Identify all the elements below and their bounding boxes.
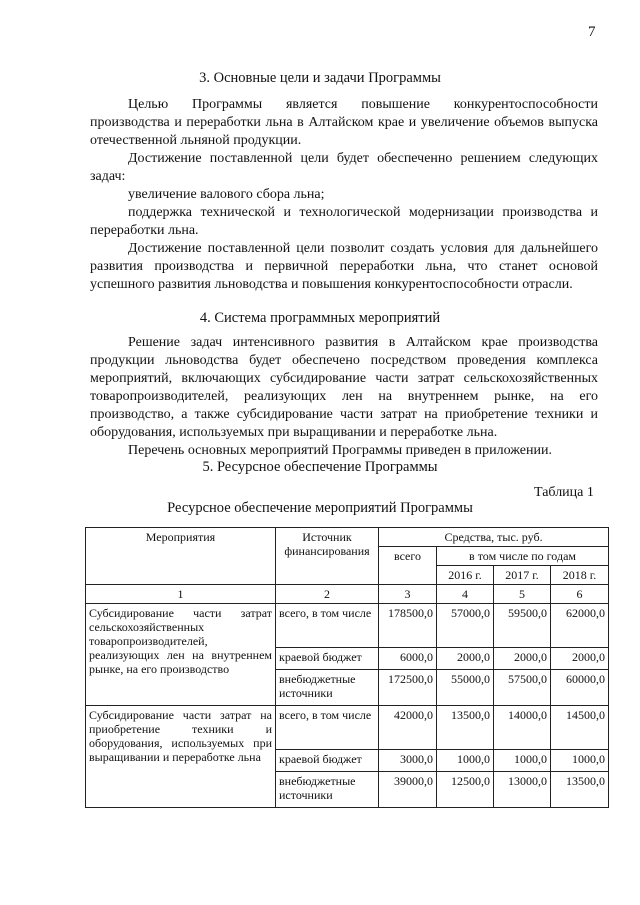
value-cell: 14500,0 [551, 706, 609, 750]
source-cell: всего, в том числе [276, 604, 379, 648]
activity-cell: Субсидирование части затрат на приобретение техники и оборудования, используемых при выращивании и переработке льна [86, 706, 276, 808]
value-cell: 3000,0 [379, 750, 437, 772]
value-cell: 59500,0 [494, 604, 551, 648]
value-cell: 57500,0 [494, 670, 551, 706]
value-cell: 6000,0 [379, 648, 437, 670]
value-cell: 178500,0 [379, 604, 437, 648]
header-funds: Средства, тыс. руб. [379, 528, 609, 547]
value-cell: 55000,0 [437, 670, 494, 706]
source-cell: внебюджетные источники [276, 772, 379, 808]
paragraph: Решение задач интенсивного развития в Алтайском крае производства продукции льноводства будет обеспечено посредством проведения комплекса мероприятий, включающих субсидирование части затрат сельскохозяйственных товаропроизводителей, реализующих лен на внутреннем рынке, на его производство, а также субсидирование части затрат на приобретение техники и оборудования, используемых при выращивании и переработке льна. [90, 335, 598, 440]
table-label: Таблица 1 [534, 485, 594, 500]
column-number: 1 [86, 585, 276, 604]
value-cell: 1000,0 [551, 750, 609, 772]
activity-cell: Субсидирование части затрат сельскохозяйственных товаропроизводителей, реализующих лен на внутреннем рынке, на его производство [86, 604, 276, 706]
value-cell: 39000,0 [379, 772, 437, 808]
value-cell: 12500,0 [437, 772, 494, 808]
list-item: увеличение валового сбора льна; [128, 187, 325, 202]
value-cell: 14000,0 [494, 706, 551, 750]
paragraph: Целью Программы является повышение конкурентоспособности производства и переработки льна в Алтайском крае и увеличение объемов выпуска отечественной льняной продукции. [90, 97, 598, 148]
value-cell: 13000,0 [494, 772, 551, 808]
column-number-row [86, 585, 609, 604]
column-number: 5 [494, 585, 551, 604]
value-cell: 62000,0 [551, 604, 609, 648]
section-4-body [90, 334, 598, 460]
source-cell: всего, в том числе [276, 706, 379, 750]
value-cell: 172500,0 [379, 670, 437, 706]
value-cell: 2000,0 [494, 648, 551, 670]
column-number: 2 [276, 585, 379, 604]
section-3-title: 3. Основные цели и задачи Программы [199, 70, 441, 86]
section-3-body [90, 96, 598, 294]
value-cell: 1000,0 [437, 750, 494, 772]
header-source: Источник финансирования [276, 528, 379, 585]
section-4-title: 4. Система программных мероприятий [199, 310, 441, 326]
value-cell: 13500,0 [437, 706, 494, 750]
header-year: 2016 г. [437, 566, 494, 585]
source-cell: краевой бюджет [276, 648, 379, 670]
source-cell: внебюджетные источники [276, 670, 379, 706]
source-cell: краевой бюджет [276, 750, 379, 772]
table-row [86, 706, 609, 750]
header-year: 2017 г. [494, 566, 551, 585]
header-year: 2018 г. [551, 566, 609, 585]
column-number: 6 [551, 585, 609, 604]
column-number: 3 [379, 585, 437, 604]
table-row [86, 604, 609, 648]
value-cell: 60000,0 [551, 670, 609, 706]
column-number: 4 [437, 585, 494, 604]
value-cell: 2000,0 [551, 648, 609, 670]
resource-table [85, 527, 609, 808]
page-number: 7 [588, 24, 596, 40]
section-5-title: 5. Ресурсное обеспечение Программы [202, 459, 438, 475]
paragraph: Достижение поставленной цели позволит создать условия для дальнейшего развития производства и первичной переработки льна, что станет основой успешного развития льноводства и повышения конкурентоспособности отрасли. [90, 241, 598, 292]
value-cell: 42000,0 [379, 706, 437, 750]
table-header-row [86, 528, 609, 547]
table-title: Ресурсное обеспечение мероприятий Программы [167, 500, 473, 516]
value-cell: 57000,0 [437, 604, 494, 648]
list-item: поддержка технической и технологической модернизации производства и переработки льна. [90, 205, 598, 238]
value-cell: 1000,0 [494, 750, 551, 772]
header-total: всего [379, 547, 437, 585]
paragraph: Достижение поставленной цели будет обеспеченно решением следующих задач: [90, 151, 598, 184]
header-by-year: в том числе по годам [437, 547, 609, 566]
value-cell: 13500,0 [551, 772, 609, 808]
value-cell: 2000,0 [437, 648, 494, 670]
header-activity: Мероприятия [86, 528, 276, 585]
paragraph: Перечень основных мероприятий Программы приведен в приложении. [128, 443, 552, 458]
